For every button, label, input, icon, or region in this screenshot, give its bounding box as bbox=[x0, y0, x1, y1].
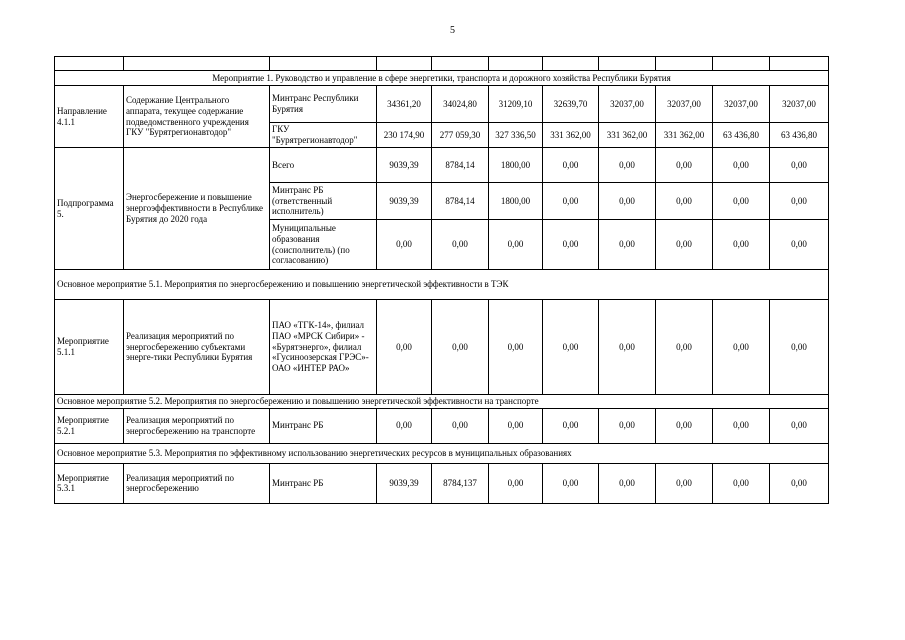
value-cell: 32037,00 bbox=[713, 86, 770, 123]
value-cell: 0,00 bbox=[713, 183, 770, 220]
value-cell: 8784,137 bbox=[432, 463, 489, 503]
section-title-row bbox=[55, 71, 829, 86]
row-label: Подпрограмма 5. bbox=[55, 148, 124, 270]
value-cell: 32037,00 bbox=[599, 86, 656, 123]
value-cell: 34361,20 bbox=[377, 86, 432, 123]
row-label: Мероприятие 5.2.1 bbox=[55, 408, 124, 443]
table-row bbox=[55, 408, 829, 443]
value-cell: 0,00 bbox=[432, 408, 489, 443]
value-cell: 0,00 bbox=[489, 408, 543, 443]
executor: Всего bbox=[270, 148, 377, 183]
value-cell: 0,00 bbox=[543, 463, 599, 503]
value-cell: 1800,00 bbox=[489, 183, 543, 220]
value-cell: 0,00 bbox=[543, 220, 599, 270]
executor: Муниципальные образования (соисполнитель) (по согласованию) bbox=[270, 220, 377, 270]
executor: Минтранс РБ (ответственный исполнитель) bbox=[270, 183, 377, 220]
table-row bbox=[55, 86, 829, 123]
value-cell: 0,00 bbox=[713, 463, 770, 503]
value-cell: 0,00 bbox=[770, 183, 829, 220]
value-cell: 0,00 bbox=[713, 148, 770, 183]
value-cell: 32037,00 bbox=[770, 86, 829, 123]
executor: Минтранс РБ bbox=[270, 463, 377, 503]
value-cell: 0,00 bbox=[599, 183, 656, 220]
value-cell: 0,00 bbox=[489, 300, 543, 395]
section-title: Мероприятие 1. Руководство и управление в сфере энергетики, транспорта и дорожного хозяйства Республики Бурятия bbox=[55, 71, 829, 86]
value-cell: 0,00 bbox=[656, 183, 713, 220]
value-cell: 0,00 bbox=[656, 220, 713, 270]
value-cell: 0,00 bbox=[713, 300, 770, 395]
value-cell: 0,00 bbox=[543, 183, 599, 220]
value-cell: 0,00 bbox=[770, 408, 829, 443]
value-cell: 8784,14 bbox=[432, 148, 489, 183]
value-cell: 331 362,00 bbox=[543, 123, 599, 148]
section-title-row bbox=[55, 395, 829, 409]
value-cell: 277 059,30 bbox=[432, 123, 489, 148]
value-cell: 0,00 bbox=[377, 220, 432, 270]
row-description: Реализация мероприятий по энергосбережению на транспорте bbox=[124, 408, 270, 443]
value-cell: 8784,14 bbox=[432, 183, 489, 220]
value-cell: 0,00 bbox=[770, 148, 829, 183]
row-label: Мероприятие 5.1.1 bbox=[55, 300, 124, 395]
row-label: Направление 4.1.1 bbox=[55, 86, 124, 148]
row-description: Реализация мероприятий по энергосбережению bbox=[124, 463, 270, 503]
budget-table bbox=[54, 56, 829, 504]
section-title-row bbox=[55, 443, 829, 463]
value-cell: 9039,39 bbox=[377, 183, 432, 220]
value-cell: 32037,00 bbox=[656, 86, 713, 123]
value-cell: 230 174,90 bbox=[377, 123, 432, 148]
executor: Минтранс Республики Бурятия bbox=[270, 86, 377, 123]
value-cell: 0,00 bbox=[543, 408, 599, 443]
value-cell: 0,00 bbox=[377, 408, 432, 443]
value-cell: 0,00 bbox=[377, 300, 432, 395]
table-row bbox=[55, 463, 829, 503]
value-cell: 327 336,50 bbox=[489, 123, 543, 148]
page-number: 5 bbox=[450, 25, 455, 36]
executor: Минтранс РБ bbox=[270, 408, 377, 443]
value-cell: 0,00 bbox=[656, 148, 713, 183]
value-cell: 0,00 bbox=[656, 408, 713, 443]
value-cell: 0,00 bbox=[599, 463, 656, 503]
value-cell: 9039,39 bbox=[377, 148, 432, 183]
section-title-row bbox=[55, 270, 829, 300]
row-description: Энергосбережение и повышение энергоэффективности в Республике Бурятия до 2020 года bbox=[124, 148, 270, 270]
table-row bbox=[55, 148, 829, 183]
value-cell: 0,00 bbox=[770, 463, 829, 503]
value-cell: 9039,39 bbox=[377, 463, 432, 503]
section-title: Основное мероприятие 5.2. Мероприятия по энергосбережению и повышению энергетической эффективности на транспорте bbox=[55, 395, 829, 409]
value-cell: 0,00 bbox=[713, 408, 770, 443]
value-cell: 0,00 bbox=[713, 220, 770, 270]
value-cell: 0,00 bbox=[432, 220, 489, 270]
value-cell: 0,00 bbox=[656, 300, 713, 395]
value-cell: 0,00 bbox=[656, 463, 713, 503]
value-cell: 0,00 bbox=[599, 408, 656, 443]
row-description: Реализация мероприятий по энергосбережению субъектами энерге-тики Республики Бурятия bbox=[124, 300, 270, 395]
value-cell: 0,00 bbox=[489, 463, 543, 503]
row-description: Содержание Центрального аппарата, текущее содержание подведомственного учреждения ГКУ "Бурятрегионавтодор" bbox=[124, 86, 270, 148]
value-cell: 32639,70 bbox=[543, 86, 599, 123]
value-cell: 0,00 bbox=[599, 220, 656, 270]
value-cell: 31209,10 bbox=[489, 86, 543, 123]
table-row bbox=[55, 300, 829, 395]
value-cell: 63 436,80 bbox=[713, 123, 770, 148]
value-cell: 34024,80 bbox=[432, 86, 489, 123]
value-cell: 331 362,00 bbox=[656, 123, 713, 148]
section-title: Основное мероприятие 5.3. Мероприятия по эффективному использованию энергетических ресурсов в муниципальных образованиях bbox=[55, 443, 829, 463]
value-cell: 0,00 bbox=[770, 220, 829, 270]
value-cell: 63 436,80 bbox=[770, 123, 829, 148]
value-cell: 0,00 bbox=[489, 220, 543, 270]
value-cell: 0,00 bbox=[543, 148, 599, 183]
executor: ГКУ "Бурятрегионавтодор" bbox=[270, 123, 377, 148]
value-cell: 0,00 bbox=[770, 300, 829, 395]
value-cell: 331 362,00 bbox=[599, 123, 656, 148]
value-cell: 0,00 bbox=[432, 300, 489, 395]
value-cell: 0,00 bbox=[599, 300, 656, 395]
table-header-row bbox=[55, 57, 829, 71]
value-cell: 1800,00 bbox=[489, 148, 543, 183]
value-cell: 0,00 bbox=[599, 148, 656, 183]
value-cell: 0,00 bbox=[543, 300, 599, 395]
section-title: Основное мероприятие 5.1. Мероприятия по энергосбережению и повышению энергетической эффективности в ТЭК bbox=[55, 270, 829, 300]
row-label: Мероприятие 5.3.1 bbox=[55, 463, 124, 503]
executor: ПАО «ТГК-14», филиал ПАО «МРСК Сибири» - «Бурятэнерго», филиал «Гусиноозерская ГРЭС»-ОАО «ИНТЕР РАО» bbox=[270, 300, 377, 395]
